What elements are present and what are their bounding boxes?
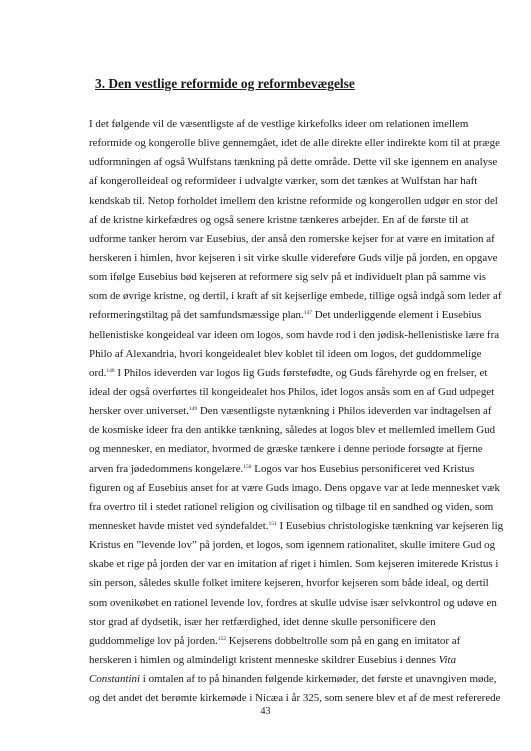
text-line: [89, 574, 509, 593]
text-segment: fra overtro til i stedet rationel religion og civilisation og tilbage til en sandhed og viden, som: [89, 500, 494, 513]
text-line: [89, 249, 509, 268]
footnote-reference: 147: [303, 310, 313, 317]
text-line: [89, 613, 509, 632]
text-segment: Kejserens dobbeltrolle som på en gang en imitator af: [226, 634, 461, 647]
text-segment: skabe et rige på jorden der var en imitation af riget i himlen. Som kejseren imiterede Kristus i: [89, 558, 499, 571]
text-segment: ideal der også overførtes til kongeidealet hos Philos, idet logos ansås som en af Gud udpeget: [89, 385, 495, 398]
text-segment: de kosmiske ideer fra den antikke tænkning, således at logos blev et mellemled imellem Gud: [89, 424, 496, 437]
text-segment: af kongerolleideal og reformideer i udvalgte værker, som det tænkes at Wulfstan har haft: [89, 175, 478, 188]
text-segment: hersker over universet.: [89, 405, 189, 418]
text-segment: reformide og kongerolle blive gennemgået, idet de alle direkte eller indirekte kom til at præge: [89, 137, 500, 150]
text-segment: mennesket havde mistet ved syndefaldet.: [89, 519, 269, 532]
footnote-reference: 149: [188, 406, 198, 413]
text-segment: guddommelige lov på jorden.: [89, 634, 218, 647]
text-segment: stor grad af dydsetik, især her retfærdighed, idet denne skulle personificere den: [89, 615, 436, 628]
text-line: [89, 134, 509, 153]
text-segment: som ovenikøbet en rationel levende lov, fordres at skulle udvise især selvkontrol og udøve en: [89, 596, 497, 609]
text-line: [89, 211, 509, 230]
text-segment: Logos var hos Eusebius personificeret ved Kristus: [251, 462, 475, 475]
text-segment: ord.: [89, 366, 107, 379]
italic-title: Constantini: [89, 673, 141, 686]
text-line: [89, 230, 509, 249]
section-heading: 3. Den vestlige reformide og reformbevægelse: [95, 76, 355, 91]
text-line: [89, 479, 509, 498]
text-segment: reformeringstiltag på det samfundsmæssige plan.: [89, 309, 304, 322]
footnote-reference: 150: [243, 463, 252, 470]
text-segment: herskeren i himlen, hvor kejseren i sit virke skulle videreføre Guds vilje på jorden, en opgave: [89, 251, 498, 264]
text-line: [89, 594, 509, 613]
text-line: [89, 498, 509, 517]
text-segment: Philo af Alexandria, hvori kongeidealet blev koblet til ideen om logos, det guddommelige: [89, 347, 482, 360]
text-line: [89, 115, 509, 134]
text-line: [89, 268, 509, 287]
text-line: [89, 555, 509, 574]
text-segment: sin person, således skulle folket imitere kejseren, hvorfor kejseren som både ideal, og dertil: [89, 577, 489, 590]
body-paragraph: [89, 115, 509, 708]
text-segment: hellenistiske kongeideal var ideen om logos, som havde rod i den jødisk-hellenistiske lære fra: [89, 328, 500, 341]
text-line: [89, 440, 509, 459]
footnote-reference: 152: [217, 635, 227, 642]
text-segment: som ifølge Eusebius bød kejseren at reformere sig selv på et individuelt plan på samme vis: [89, 271, 486, 284]
text-line: [89, 536, 509, 555]
text-line: [89, 326, 509, 345]
text-segment: af de kristne kirkefædres og også senere kristne tænkeres arbejder. En af de første til at: [89, 213, 469, 226]
text-segment: udforme tanker herom var Eusebius, der anså den romerske kejser for at være en imitation af: [89, 232, 495, 245]
text-line: [89, 172, 509, 191]
italic-title: Vita: [438, 653, 457, 666]
text-segment: I Philos ideverden var logos lig Guds førstefødte, og Guds fårehyrde og en frelser, et: [114, 366, 488, 379]
text-line: [89, 517, 509, 536]
text-segment: kendskab til. Netop forholdet imellem den kristne reformide og kongerollen udgør en stor del: [89, 194, 498, 207]
text-line: [89, 345, 509, 364]
text-line: [89, 287, 509, 306]
text-segment: i omtalen af to på hinanden følgende kirkemøder, det første et unavngiven møde,: [140, 673, 497, 686]
text-segment: arven fra jødedommens kongelære.: [89, 462, 244, 475]
text-line: [89, 651, 509, 670]
text-line: [89, 364, 509, 383]
text-line: [89, 402, 509, 421]
text-line: [89, 192, 509, 211]
text-segment: Den væsentligste nytænkning i Philos ideverden var indtagelsen af: [197, 405, 492, 418]
text-line: [89, 306, 509, 325]
text-segment: Det underliggende element i Eusebius: [312, 309, 482, 322]
page-number: 43: [260, 706, 271, 717]
text-segment: som de øvrige kristne, og dertil, i kraft af sit kejserlige embede, tillige også indgå som leder af: [89, 290, 502, 303]
text-segment: Kristus en ”levende lov” på jorden, et logos, som igennem rationalitet, skulle imitere Gud og: [89, 539, 496, 552]
text-segment: og mennesker, en mediator, hvormed de græske tænkere i denne periode forsøgte at fjerne: [89, 443, 483, 456]
text-line: [89, 153, 509, 172]
text-line: [89, 632, 509, 651]
text-segment: I Eusebius christologiske tænkning var kejseren lig: [276, 519, 504, 532]
text-line: [89, 460, 509, 479]
text-line: [89, 383, 509, 402]
text-segment: figuren og af Eusebius anset for at være Guds imago. Dens opgave var at lede mennesket væk: [89, 481, 500, 494]
text-segment: I det følgende vil de væsentligste af de vestlige kirkefolks ideer om relationen imellem: [89, 118, 469, 130]
text-line: [89, 670, 509, 689]
text-segment: og det andet det berømte kirkemøde i Nicæa i år 325, som senere blev et af de mest refererede: [89, 692, 501, 705]
text-segment: herskeren i himlen og almindeligt kristent menneske skildrer Eusebius i dennes: [89, 653, 439, 666]
text-line: [89, 421, 509, 440]
footnote-reference: 148: [106, 367, 115, 374]
text-segment: udformningen af også Wulfstans tænkning på dette område. Dette vil ske igennem en analyse: [89, 156, 498, 169]
footnote-reference: 151: [268, 520, 277, 527]
